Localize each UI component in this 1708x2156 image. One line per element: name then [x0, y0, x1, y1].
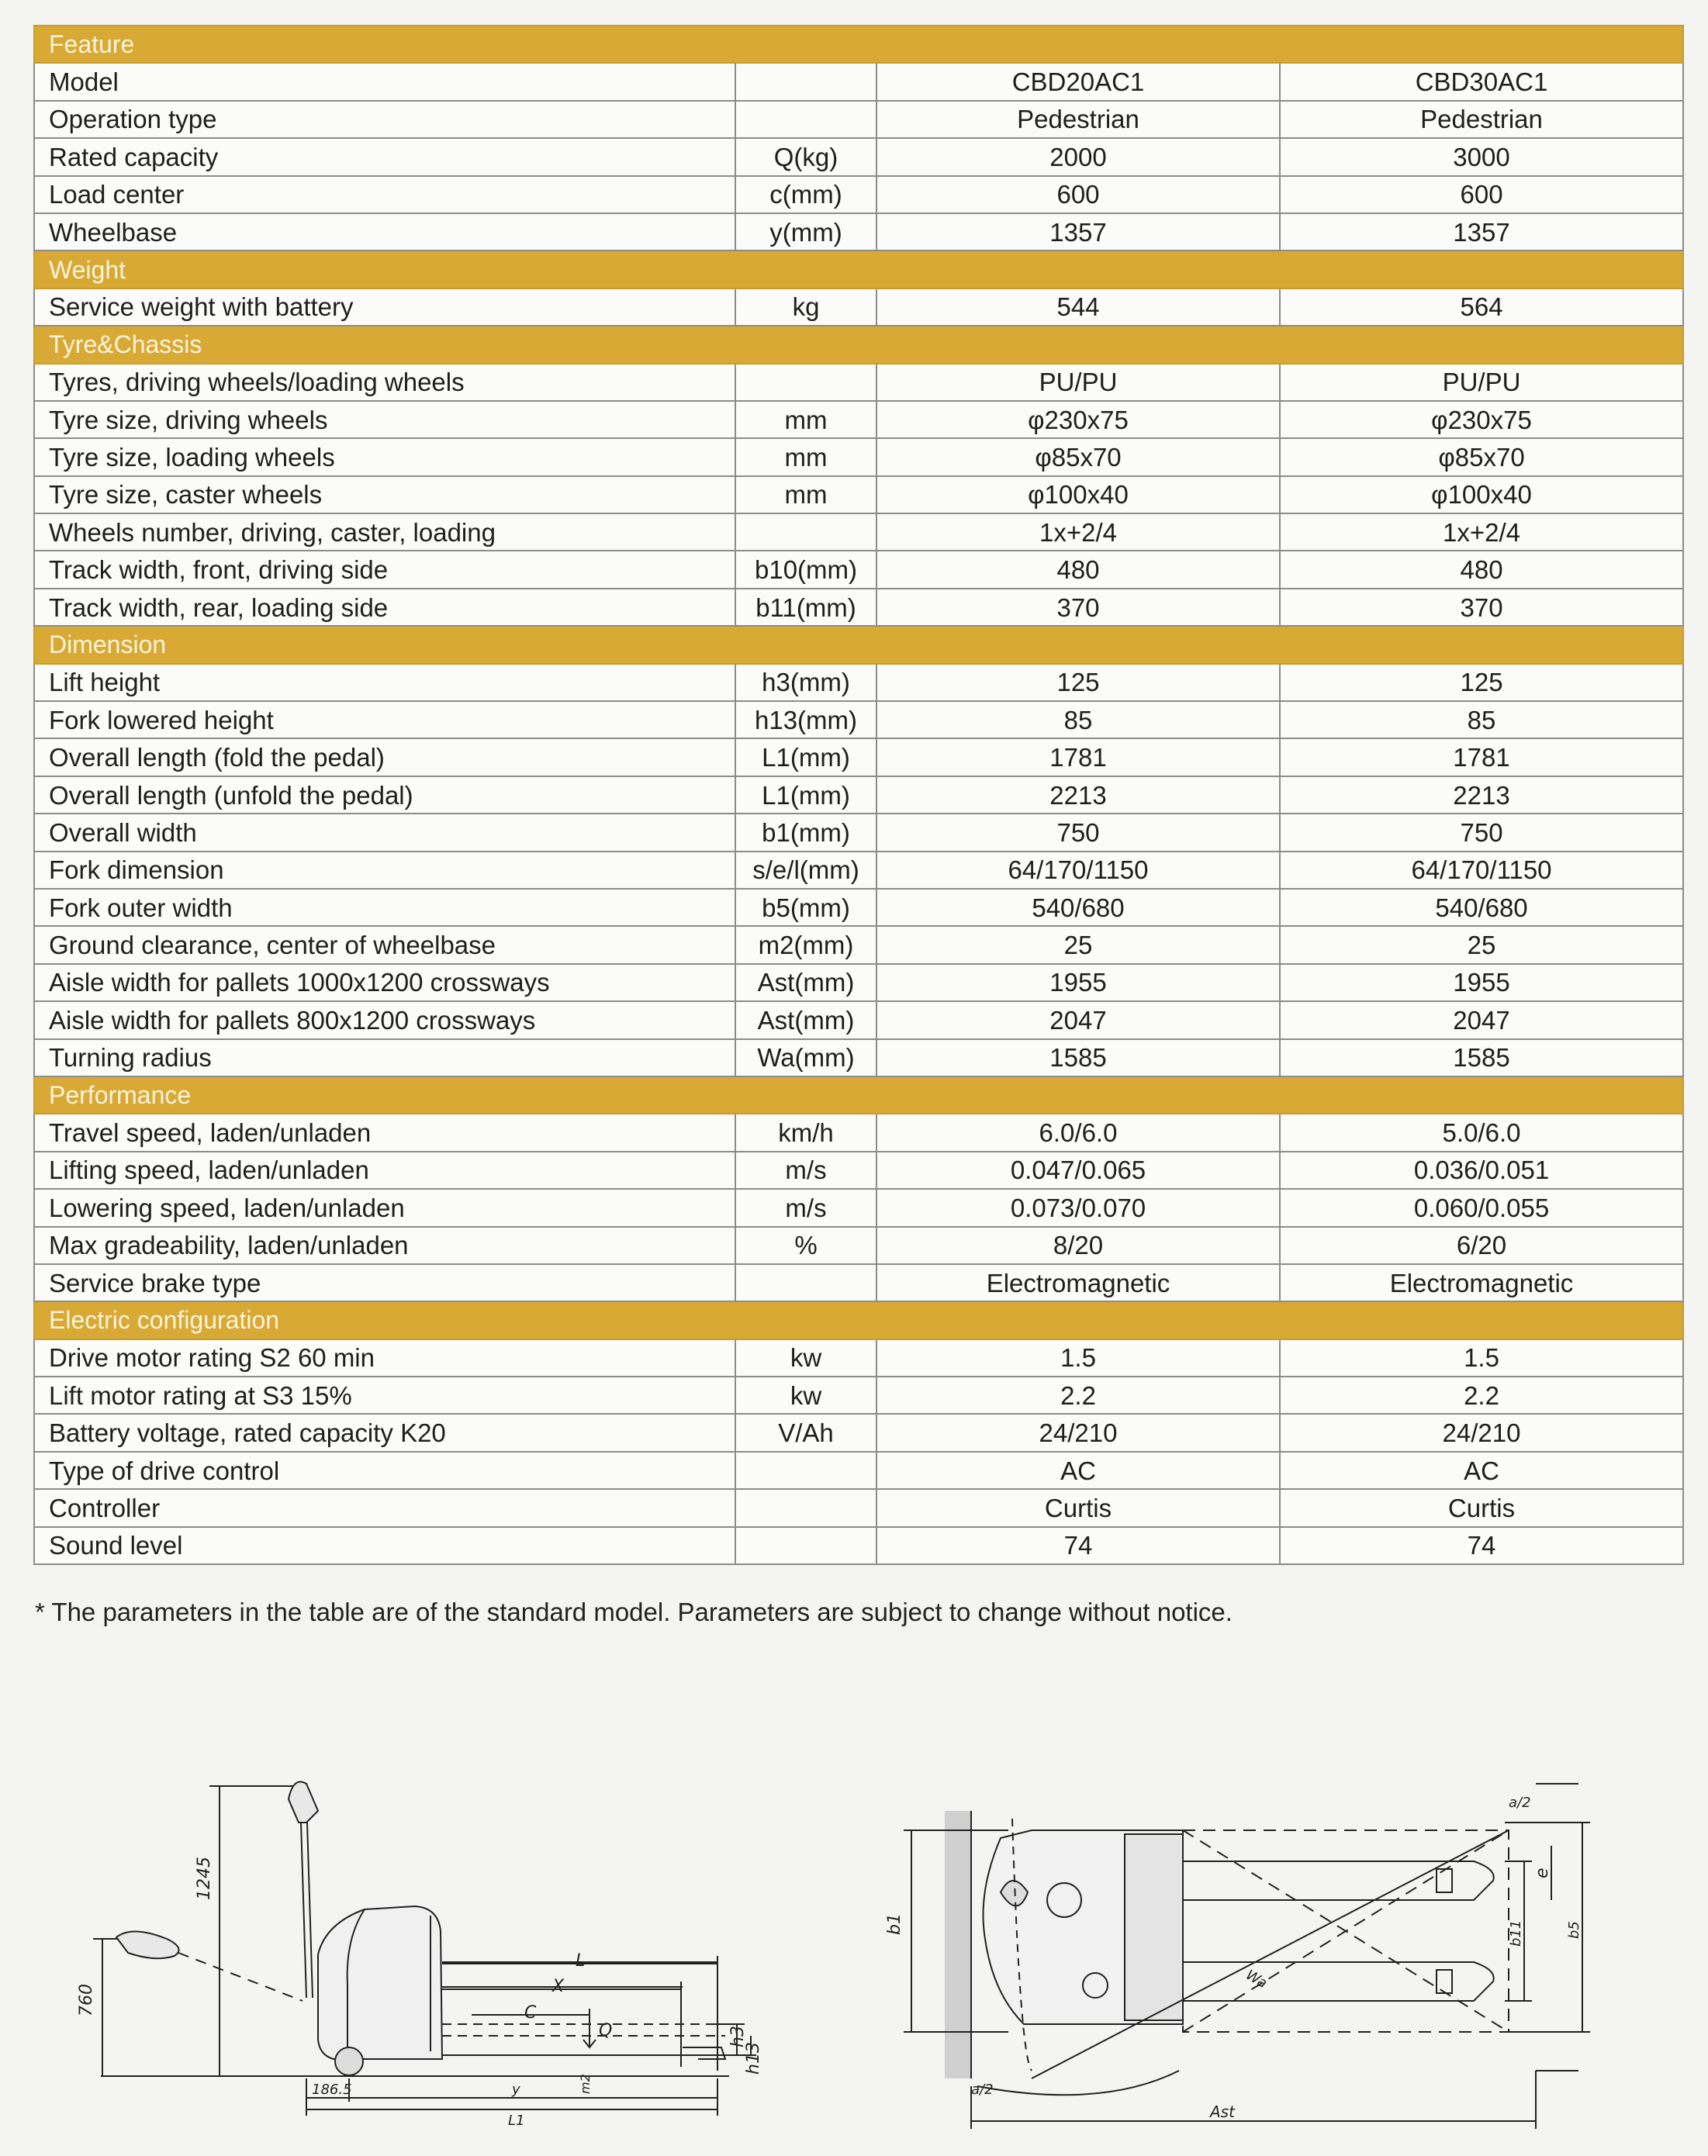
spec-unit — [735, 513, 876, 551]
spec-name: Tyres, driving wheels/loading wheels — [34, 364, 735, 401]
spec-name: Aisle width for pallets 1000x1200 crossways — [34, 964, 735, 1001]
spec-unit — [735, 101, 876, 138]
spec-value-model-1: φ230x75 — [876, 401, 1280, 438]
spec-value-model-2: 540/680 — [1280, 889, 1683, 926]
spec-row — [34, 438, 1683, 475]
spec-unit: m/s — [735, 1152, 876, 1189]
spec-name: Lift height — [34, 664, 735, 701]
spec-value-model-2: Electromagnetic — [1280, 1264, 1683, 1301]
spec-row — [34, 889, 1683, 926]
spec-row — [34, 738, 1683, 776]
spec-unit — [735, 1452, 876, 1489]
spec-row — [34, 1264, 1683, 1301]
spec-value-model-1: 85 — [876, 701, 1280, 738]
spec-value-model-1: 750 — [876, 814, 1280, 851]
spec-value-model-1: 74 — [876, 1527, 1280, 1564]
spec-value-model-2: 0.060/0.055 — [1280, 1189, 1683, 1226]
section-header — [34, 250, 1683, 288]
spec-value-model-1: 1781 — [876, 738, 1280, 776]
spec-row — [34, 476, 1683, 513]
spec-value-model-2: 750 — [1280, 814, 1683, 851]
spec-name: Service brake type — [34, 1264, 735, 1301]
spec-value-model-2: φ100x40 — [1280, 476, 1683, 513]
label-h3: h3 — [728, 2026, 748, 2047]
spec-unit: b1(mm) — [735, 814, 876, 851]
spec-value-model-1: 600 — [876, 176, 1280, 213]
spec-value-model-1: 370 — [876, 589, 1280, 626]
spec-row — [34, 1452, 1683, 1489]
spec-name: Rated capacity — [34, 138, 735, 175]
section-header — [34, 326, 1683, 363]
label-h13: h13 — [744, 2042, 763, 2075]
spec-unit: mm — [735, 438, 876, 475]
spec-value-model-2: 24/210 — [1280, 1414, 1683, 1451]
label-1245: 1245 — [195, 1857, 214, 1900]
spec-name: Fork dimension — [34, 852, 735, 889]
spec-row — [34, 926, 1683, 963]
spec-value-model-1: 64/170/1150 — [876, 852, 1280, 889]
spec-value-model-1: φ100x40 — [876, 476, 1280, 513]
spec-value-model-2: 600 — [1280, 176, 1683, 213]
top-view-drawing — [904, 1784, 1590, 2129]
spec-table — [33, 25, 1684, 1565]
spec-value-model-1: 2000 — [876, 138, 1280, 175]
spec-name: Travel speed, laden/unladen — [34, 1114, 735, 1151]
spec-value-model-2: 64/170/1150 — [1280, 852, 1683, 889]
label-q: Q — [599, 2021, 613, 2040]
spec-name: Lifting speed, laden/unladen — [34, 1152, 735, 1189]
spec-unit: kg — [735, 289, 876, 326]
spec-value-model-1: 1357 — [876, 213, 1280, 250]
label-c: C — [524, 2003, 537, 2023]
spec-value-model-1: CBD20AC1 — [876, 63, 1280, 100]
spec-value-model-1: 0.073/0.070 — [876, 1189, 1280, 1226]
spec-row — [34, 814, 1683, 851]
spec-row — [34, 852, 1683, 889]
spec-value-model-1: 544 — [876, 289, 1280, 326]
spec-value-model-2: PU/PU — [1280, 364, 1683, 401]
spec-value-model-2: 1357 — [1280, 213, 1683, 250]
spec-value-model-1: φ85x70 — [876, 438, 1280, 475]
spec-name: Operation type — [34, 101, 735, 138]
spec-value-model-2: AC — [1280, 1452, 1683, 1489]
spec-row — [34, 1114, 1683, 1151]
spec-name: Track width, rear, loading side — [34, 589, 735, 626]
spec-row — [34, 289, 1683, 326]
spec-unit: h3(mm) — [735, 664, 876, 701]
spec-unit: L1(mm) — [735, 776, 876, 814]
spec-name: Type of drive control — [34, 1452, 735, 1489]
spec-name: Wheels number, driving, caster, loading — [34, 513, 735, 551]
label-x: X — [552, 1977, 565, 1996]
label-760: 760 — [77, 1984, 96, 2016]
spec-value-model-1: 2213 — [876, 776, 1280, 814]
spec-name: Fork lowered height — [34, 701, 735, 738]
spec-row — [34, 551, 1683, 588]
label-wa: Wa — [1243, 1967, 1271, 1992]
spec-unit: kw — [735, 1339, 876, 1377]
label-186-5: 186.5 — [312, 2082, 352, 2098]
spec-name: Turning radius — [34, 1039, 735, 1076]
spec-value-model-1: 25 — [876, 926, 1280, 963]
spec-value-model-2: 480 — [1280, 551, 1683, 588]
section-header — [34, 626, 1683, 663]
spec-value-model-2: 1585 — [1280, 1039, 1683, 1076]
spec-unit: Q(kg) — [735, 138, 876, 175]
spec-unit: m/s — [735, 1189, 876, 1226]
spec-name: Ground clearance, center of wheelbase — [34, 926, 735, 963]
label-m2: m2 — [578, 2074, 593, 2094]
spec-row — [34, 1152, 1683, 1189]
spec-row — [34, 664, 1683, 701]
spec-value-model-1: 8/20 — [876, 1227, 1280, 1264]
spec-unit: km/h — [735, 1114, 876, 1151]
spec-unit: L1(mm) — [735, 738, 876, 776]
spec-name: Service weight with battery — [34, 289, 735, 326]
spec-value-model-2: 3000 — [1280, 138, 1683, 175]
spec-unit: c(mm) — [735, 176, 876, 213]
spec-value-model-1: 1x+2/4 — [876, 513, 1280, 551]
spec-value-model-1: 2047 — [876, 1001, 1280, 1038]
spec-row — [34, 1414, 1683, 1451]
spec-row — [34, 1189, 1683, 1226]
spec-row — [34, 176, 1683, 213]
spec-value-model-2: CBD30AC1 — [1280, 63, 1683, 100]
spec-unit — [735, 1489, 876, 1526]
spec-value-model-2: 5.0/6.0 — [1280, 1114, 1683, 1151]
spec-name: Lift motor rating at S3 15% — [34, 1377, 735, 1414]
section-title: Dimension — [34, 626, 1683, 663]
spec-value-model-1: 1585 — [876, 1039, 1280, 1076]
spec-row — [34, 364, 1683, 401]
spec-value-model-1: 1955 — [876, 964, 1280, 1001]
spec-value-model-2: 1x+2/4 — [1280, 513, 1683, 551]
spec-unit: m2(mm) — [735, 926, 876, 963]
spec-value-model-1: 6.0/6.0 — [876, 1114, 1280, 1151]
spec-row — [34, 1489, 1683, 1526]
spec-value-model-2: φ230x75 — [1280, 401, 1683, 438]
spec-unit: V/Ah — [735, 1414, 876, 1451]
spec-value-model-2: Curtis — [1280, 1489, 1683, 1526]
spec-unit: mm — [735, 476, 876, 513]
label-b11: b11 — [1508, 1919, 1524, 1947]
spec-unit: s/e/l(mm) — [735, 852, 876, 889]
spec-row — [34, 964, 1683, 1001]
spec-value-model-2: 74 — [1280, 1527, 1683, 1564]
spec-name: Drive motor rating S2 60 min — [34, 1339, 735, 1377]
spec-value-model-2: 125 — [1280, 664, 1683, 701]
spec-unit: Wa(mm) — [735, 1039, 876, 1076]
side-view-drawing — [93, 1782, 756, 2116]
spec-row — [34, 589, 1683, 626]
spec-value-model-2: 370 — [1280, 589, 1683, 626]
spec-value-model-2: Pedestrian — [1280, 101, 1683, 138]
spec-row — [34, 1227, 1683, 1264]
section-header — [34, 26, 1683, 63]
spec-value-model-1: 125 — [876, 664, 1280, 701]
spec-value-model-2: 0.036/0.051 — [1280, 1152, 1683, 1189]
spec-name: Sound level — [34, 1527, 735, 1564]
label-a2-bottom: a/2 — [971, 2082, 994, 2098]
spec-value-model-1: 0.047/0.065 — [876, 1152, 1280, 1189]
spec-row — [34, 213, 1683, 250]
spec-unit — [735, 1527, 876, 1564]
spec-unit: Ast(mm) — [735, 964, 876, 1001]
spec-value-model-1: PU/PU — [876, 364, 1280, 401]
spec-value-model-2: 6/20 — [1280, 1227, 1683, 1264]
spec-unit: y(mm) — [735, 213, 876, 250]
label-b5: b5 — [1566, 1921, 1582, 1939]
spec-value-model-2: 2047 — [1280, 1001, 1683, 1038]
spec-value-model-2: 1.5 — [1280, 1339, 1683, 1377]
spec-name: Model — [34, 63, 735, 100]
spec-value-model-1: Pedestrian — [876, 101, 1280, 138]
spec-name: Controller — [34, 1489, 735, 1526]
spec-row — [34, 1527, 1683, 1564]
label-b1: b1 — [885, 1913, 904, 1935]
spec-row — [34, 1377, 1683, 1414]
spec-value-model-1: Curtis — [876, 1489, 1280, 1526]
spec-name: Overall length (unfold the pedal) — [34, 776, 735, 814]
section-title: Weight — [34, 250, 1683, 288]
spec-row — [34, 63, 1683, 100]
spec-unit — [735, 364, 876, 401]
section-title: Tyre&Chassis — [34, 326, 1683, 363]
spec-unit: b11(mm) — [735, 589, 876, 626]
spec-value-model-1: 480 — [876, 551, 1280, 588]
spec-value-model-2: 85 — [1280, 701, 1683, 738]
spec-name: Tyre size, loading wheels — [34, 438, 735, 475]
spec-value-model-2: 25 — [1280, 926, 1683, 963]
section-header — [34, 1301, 1683, 1339]
spec-value-model-2: φ85x70 — [1280, 438, 1683, 475]
section-header — [34, 1076, 1683, 1114]
section-title: Feature — [34, 26, 1683, 63]
spec-row — [34, 138, 1683, 175]
spec-unit: % — [735, 1227, 876, 1264]
spec-value-model-1: Electromagnetic — [876, 1264, 1280, 1301]
spec-value-model-2: 1781 — [1280, 738, 1683, 776]
spec-name: Aisle width for pallets 800x1200 crossways — [34, 1001, 735, 1038]
spec-value-model-1: 1.5 — [876, 1339, 1280, 1377]
label-e: e — [1533, 1867, 1552, 1878]
label-l: L — [576, 1951, 586, 1971]
spec-unit: kw — [735, 1377, 876, 1414]
spec-unit: Ast(mm) — [735, 1001, 876, 1038]
spec-name: Overall width — [34, 814, 735, 851]
spec-unit: b10(mm) — [735, 551, 876, 588]
spec-table-body — [34, 26, 1683, 1564]
label-ast: Ast — [1210, 2102, 1235, 2121]
spec-value-model-2: 1955 — [1280, 964, 1683, 1001]
spec-row — [34, 701, 1683, 738]
technical-drawings — [0, 1706, 1708, 2156]
spec-row — [34, 1001, 1683, 1038]
footnote: * The parameters in the table are of the standard model. Parameters are subject to change without notice. — [35, 1598, 1233, 1626]
spec-unit: mm — [735, 401, 876, 438]
spec-name: Wheelbase — [34, 213, 735, 250]
spec-value-model-1: 540/680 — [876, 889, 1280, 926]
spec-name: Overall length (fold the pedal) — [34, 738, 735, 776]
spec-unit — [735, 63, 876, 100]
spec-value-model-2: 2213 — [1280, 776, 1683, 814]
spec-name: Tyre size, caster wheels — [34, 476, 735, 513]
spec-row — [34, 401, 1683, 438]
label-y: y — [512, 2082, 520, 2098]
section-title: Performance — [34, 1076, 1683, 1114]
spec-value-model-2: 564 — [1280, 289, 1683, 326]
spec-value-model-2: 2.2 — [1280, 1377, 1683, 1414]
spec-name: Lowering speed, laden/unladen — [34, 1189, 735, 1226]
spec-name: Track width, front, driving side — [34, 551, 735, 588]
spec-row — [34, 513, 1683, 551]
section-title: Electric configuration — [34, 1301, 1683, 1339]
spec-value-model-1: 2.2 — [876, 1377, 1280, 1414]
spec-name: Battery voltage, rated capacity K20 — [34, 1414, 735, 1451]
spec-name: Load center — [34, 176, 735, 213]
label-a2-top: a/2 — [1509, 1795, 1531, 1811]
spec-name: Max gradeability, laden/unladen — [34, 1227, 735, 1264]
spec-row — [34, 1039, 1683, 1076]
label-l1: L1 — [508, 2113, 525, 2129]
spec-value-model-1: AC — [876, 1452, 1280, 1489]
spec-row — [34, 776, 1683, 814]
spec-name: Fork outer width — [34, 889, 735, 926]
spec-unit: b5(mm) — [735, 889, 876, 926]
spec-unit: h13(mm) — [735, 701, 876, 738]
spec-row — [34, 1339, 1683, 1377]
spec-name: Tyre size, driving wheels — [34, 401, 735, 438]
spec-value-model-1: 24/210 — [876, 1414, 1280, 1451]
spec-row — [34, 101, 1683, 138]
spec-unit — [735, 1264, 876, 1301]
